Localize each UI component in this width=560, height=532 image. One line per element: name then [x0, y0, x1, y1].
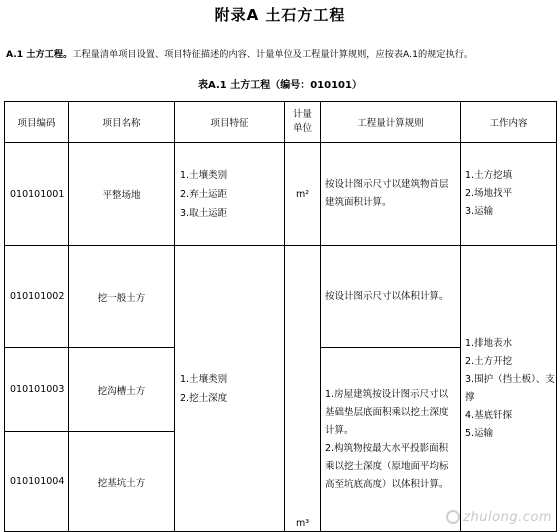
feature-item: 1.土壤类别 [180, 373, 228, 385]
work-item: 4.基底钎探 [465, 409, 513, 421]
table-caption: 表A.1 土方工程（编号：010101） [198, 80, 362, 91]
rule-item: 2.构筑物按最大水平投影面积乘以挖土深度（原地面平均标高至坑底高度）以体积计算。 [325, 442, 449, 490]
row-code: 010101001 [5, 143, 69, 246]
watermark-text: zhulong.com [463, 510, 552, 525]
earthwork-table [4, 101, 557, 532]
table-row [5, 143, 557, 246]
header-unit-line2: 单位 [292, 123, 312, 134]
work-item: 1.土方挖填 [465, 170, 513, 181]
header-unit-line1: 计量 [292, 109, 312, 120]
zhulong-logo-icon [446, 510, 460, 524]
group-rule [321, 348, 461, 532]
row-name: 平整场地 [69, 143, 175, 246]
group-features [175, 246, 285, 532]
feature-item: 1.土壤类别 [180, 169, 228, 181]
row-name: 挖沟槽土方 [69, 348, 175, 432]
work-item: 3.运输 [465, 206, 494, 217]
group-work [461, 246, 557, 532]
watermark [446, 510, 552, 525]
header-rule: 工程量计算规则 [321, 102, 461, 143]
header-work: 工作内容 [461, 102, 557, 143]
header-name: 项目名称 [69, 102, 175, 143]
work-item: 2.场地找平 [465, 188, 513, 199]
header-code: 项目编码 [5, 102, 69, 143]
feature-item: 3.取土运距 [180, 207, 228, 219]
intro-heading: A.1 土方工程。 [6, 49, 73, 60]
row-code: 010101004 [5, 432, 69, 532]
row-code: 010101002 [5, 246, 69, 348]
row-work [461, 143, 557, 246]
row-name: 挖一般土方 [69, 246, 175, 348]
header-features: 项目特征 [175, 102, 285, 143]
row-features [175, 143, 285, 246]
header-unit [285, 102, 321, 143]
row-code: 010101003 [5, 348, 69, 432]
intro-paragraph [6, 46, 558, 60]
work-item: 5.运输 [465, 427, 494, 439]
table-header-row [5, 102, 557, 143]
page-title: 附录A 土石方工程 [214, 6, 346, 24]
intro-text: 工程量清单项目设置、项目特征描述的内容、计量单位及工程量计算规则，应按表A.1的规定执行。 [72, 49, 474, 60]
feature-item: 2.挖土深度 [180, 392, 228, 404]
row-rule: 按设计图示尺寸以体积计算。 [321, 246, 461, 348]
work-item: 2.土方开挖 [465, 355, 513, 367]
feature-item: 2.弃土运距 [180, 188, 228, 200]
group-unit: m³ [285, 246, 321, 532]
row-name: 挖基坑土方 [69, 432, 175, 532]
work-item: 3.围护（挡土板）、支撑 [465, 373, 555, 403]
table-row [5, 246, 557, 348]
row-unit: m² [285, 143, 321, 246]
work-item: 1.排地表水 [465, 337, 513, 349]
rule-item: 1.房屋建筑按设计图示尺寸以基础垫层底面积乘以挖土深度计算。 [325, 388, 449, 436]
row-rule: 按设计图示尺寸以建筑物首层建筑面积计算。 [321, 143, 461, 246]
